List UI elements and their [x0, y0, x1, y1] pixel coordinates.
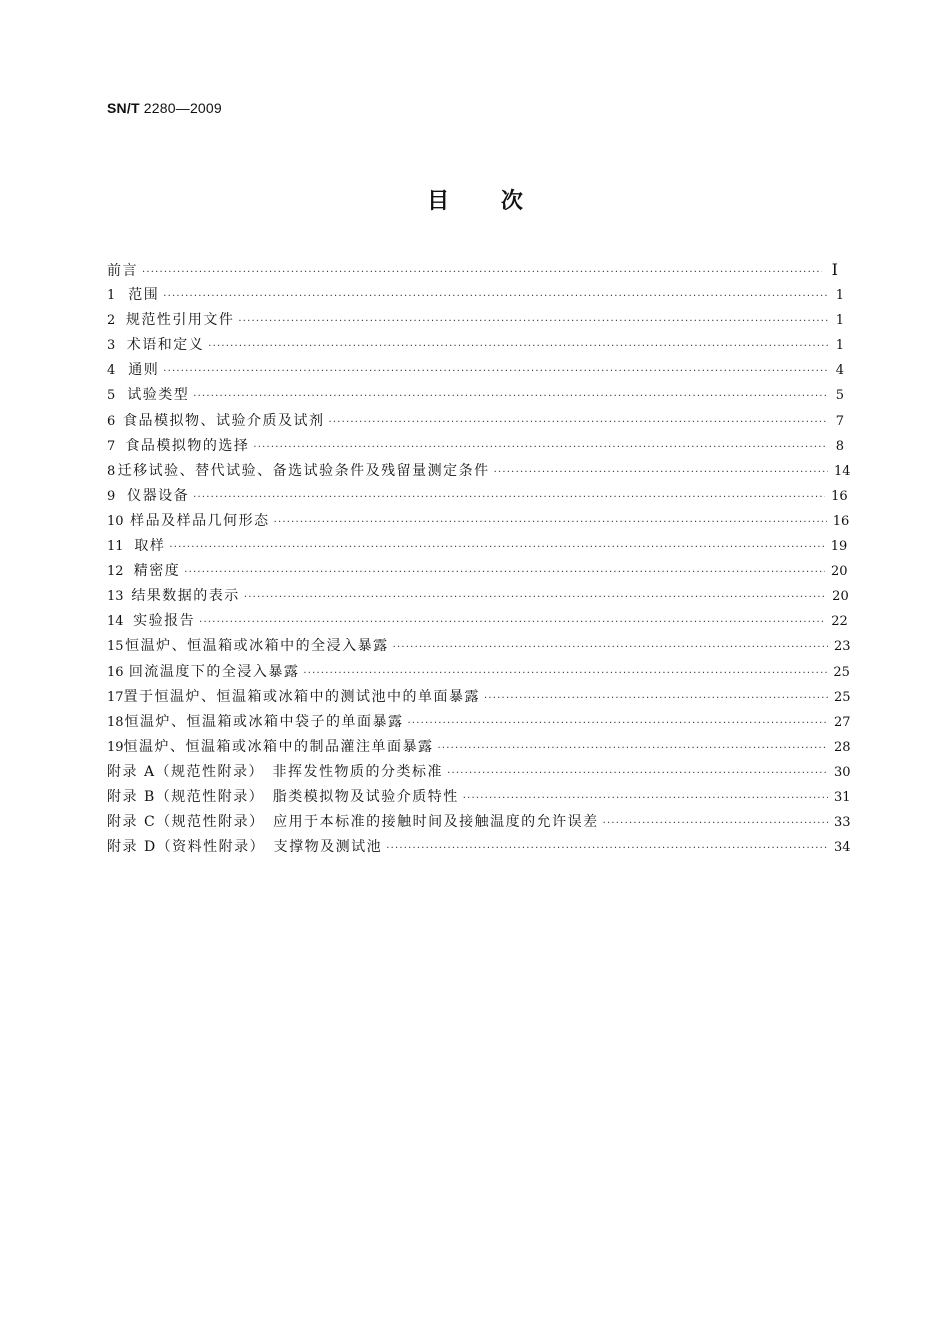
toc-dot-leader	[244, 585, 826, 610]
toc-entry-page: 23	[834, 639, 851, 655]
toc-dot-leader	[484, 686, 828, 711]
toc-entry-label: 恒温炉、恒温箱或冰箱中的全浸入暴露	[125, 638, 389, 655]
toc-entry-label: 取样	[134, 538, 166, 555]
toc-entry-page: Ⅰ	[831, 262, 838, 279]
toc-entry[interactable]	[107, 308, 844, 333]
toc-entry-page: 30	[834, 764, 851, 780]
toc-dot-leader	[193, 384, 828, 409]
toc-entry[interactable]	[107, 509, 850, 534]
toc-entry[interactable]	[107, 559, 848, 584]
toc-entry-number: 16	[107, 664, 124, 680]
toc-entry-page: 16	[831, 488, 848, 504]
toc-entry-label: 仪器设备	[127, 487, 190, 504]
standard-code	[107, 100, 222, 116]
toc-entry-label: 规范性引用文件	[125, 312, 235, 329]
toc-entry[interactable]	[107, 484, 848, 509]
toc-dot-leader	[238, 309, 828, 334]
toc-entry-page: 25	[833, 664, 850, 680]
toc-entry-label: 迁移试验、替代试验、备选试验条件及残留量测定条件	[117, 462, 490, 479]
toc-entry-label: 附录 A（规范性附录） 非挥发性物质的分类标准	[107, 763, 444, 780]
toc-entry-page: 25	[834, 689, 851, 705]
toc-entry-page: 8	[835, 438, 844, 454]
toc-entry[interactable]	[107, 409, 844, 434]
toc-entry[interactable]	[107, 660, 850, 685]
toc-dot-leader	[253, 435, 828, 460]
toc-entry-label: 附录 C（规范性附录） 应用于本标准的接触时间及接触温度的允许误差	[107, 814, 599, 831]
toc-dot-leader	[386, 836, 828, 861]
toc-entry-label: 食品模拟物、试验介质及试剂	[122, 412, 325, 429]
toc-entry[interactable]	[107, 634, 851, 659]
toc-entry-page: 20	[830, 564, 848, 580]
toc-entry-page: 27	[834, 714, 851, 730]
toc-entry[interactable]	[107, 459, 851, 484]
toc-entry-label: 样品及样品几何形态	[130, 512, 270, 529]
toc-entry[interactable]	[107, 835, 851, 860]
toc-entry-number: 17	[107, 689, 124, 705]
toc-entry-number: 18	[107, 714, 124, 730]
toc-entry-label: 结果数据的表示	[131, 588, 240, 605]
toc-entry-page: 20	[832, 589, 849, 605]
toc-entry-number: 4	[107, 363, 116, 379]
toc-entry-label: 试验类型	[127, 387, 190, 404]
toc-entry-page: 4	[835, 363, 844, 379]
toc-entry-page: 22	[831, 614, 848, 630]
toc-entry-number: 6	[107, 413, 116, 429]
toc-entry-number: 13	[107, 589, 124, 605]
toc-dot-leader	[274, 510, 827, 535]
toc-dot-leader	[169, 535, 824, 560]
toc-entry-label: 附录 D（资料性附录） 支撑物及测试池	[107, 839, 383, 856]
toc-entry-label: 术语和定义	[126, 337, 205, 354]
toc-entry[interactable]	[107, 333, 844, 358]
table-of-contents	[107, 258, 851, 860]
toc-dot-leader	[463, 786, 828, 811]
toc-entry-label: 回流温度下的全浸入暴露	[128, 663, 300, 680]
standard-prefix: SN/T	[107, 100, 140, 116]
toc-dot-leader	[328, 410, 828, 435]
toc-entry-page: 1	[835, 338, 844, 354]
toc-entry[interactable]	[107, 785, 851, 810]
toc-dot-leader	[208, 334, 828, 359]
toc-entry-page: 34	[834, 840, 851, 856]
toc-dot-leader	[393, 635, 828, 660]
toc-dot-leader	[163, 284, 828, 309]
toc-entry-number: 7	[107, 438, 116, 454]
toc-entry[interactable]	[107, 258, 844, 283]
toc-entry-page: 14	[834, 463, 851, 479]
toc-entry[interactable]	[107, 710, 851, 735]
toc-dot-leader	[494, 460, 828, 485]
toc-entry[interactable]	[107, 358, 844, 383]
toc-dot-leader	[163, 359, 828, 384]
toc-entry-label: 通则	[128, 362, 160, 379]
toc-entry[interactable]	[107, 810, 851, 835]
toc-entry-number: 12	[107, 564, 124, 580]
toc-entry-page: 31	[834, 789, 851, 805]
toc-entry-label: 食品模拟物的选择	[125, 437, 250, 454]
toc-entry-page: 19	[830, 539, 848, 555]
toc-entry-number: 1	[107, 288, 116, 304]
toc-entry-number: 5	[107, 388, 116, 404]
toc-entry-page: 28	[834, 739, 851, 755]
toc-entry-label: 范围	[128, 287, 160, 304]
toc-entry-number: 2	[107, 313, 116, 329]
toc-entry[interactable]	[107, 735, 851, 760]
toc-dot-leader	[184, 560, 825, 585]
toc-entry-number: 19	[107, 739, 124, 755]
toc-entry-page: 33	[834, 815, 851, 831]
toc-entry-page: 7	[835, 413, 844, 429]
toc-dot-leader	[438, 736, 828, 761]
toc-entry-label: 置于恒温炉、恒温箱或冰箱中的测试池中的单面暴露	[123, 688, 481, 705]
toc-entry[interactable]	[107, 609, 848, 634]
toc-title: 目 次	[427, 189, 523, 214]
toc-entry[interactable]	[107, 383, 844, 408]
toc-entry-label: 前言	[107, 263, 138, 279]
toc-dot-leader	[303, 661, 827, 686]
toc-entry-page: 5	[835, 388, 844, 404]
toc-entry-number: 8	[107, 463, 116, 479]
toc-entry-number: 11	[107, 539, 124, 555]
toc-entry-number: 15	[107, 639, 124, 655]
toc-dot-leader	[199, 610, 825, 635]
toc-entry[interactable]	[107, 760, 851, 785]
toc-entry-page: 1	[835, 288, 844, 304]
toc-dot-leader	[193, 485, 825, 510]
toc-dot-leader	[142, 260, 822, 285]
toc-dot-leader	[408, 711, 828, 736]
toc-entry[interactable]	[107, 534, 848, 559]
toc-entry-label: 恒温炉、恒温箱或冰箱中的制品灌注单面暴露	[123, 738, 434, 755]
toc-dot-leader	[447, 761, 828, 786]
toc-entry[interactable]	[107, 584, 849, 609]
toc-entry-number: 10	[107, 513, 124, 529]
toc-entry[interactable]	[107, 434, 844, 459]
toc-entry-page: 16	[832, 513, 850, 529]
toc-entry-label: 恒温炉、恒温箱或冰箱中袋子的单面暴露	[124, 713, 404, 730]
toc-entry[interactable]	[107, 283, 844, 308]
toc-entry-number: 14	[107, 614, 124, 630]
toc-entry-number: 9	[107, 488, 116, 504]
toc-entry-label: 精密度	[133, 563, 181, 580]
standard-number: 2280—2009	[143, 100, 222, 116]
toc-entry[interactable]	[107, 685, 851, 710]
toc-entry-number: 3	[107, 338, 116, 354]
toc-entry-page: 1	[835, 313, 844, 329]
toc-entry-label: 实验报告	[133, 613, 196, 630]
toc-entry-label: 附录 B（规范性附录） 脂类模拟物及试验介质特性	[107, 788, 459, 805]
toc-dot-leader	[603, 811, 828, 836]
